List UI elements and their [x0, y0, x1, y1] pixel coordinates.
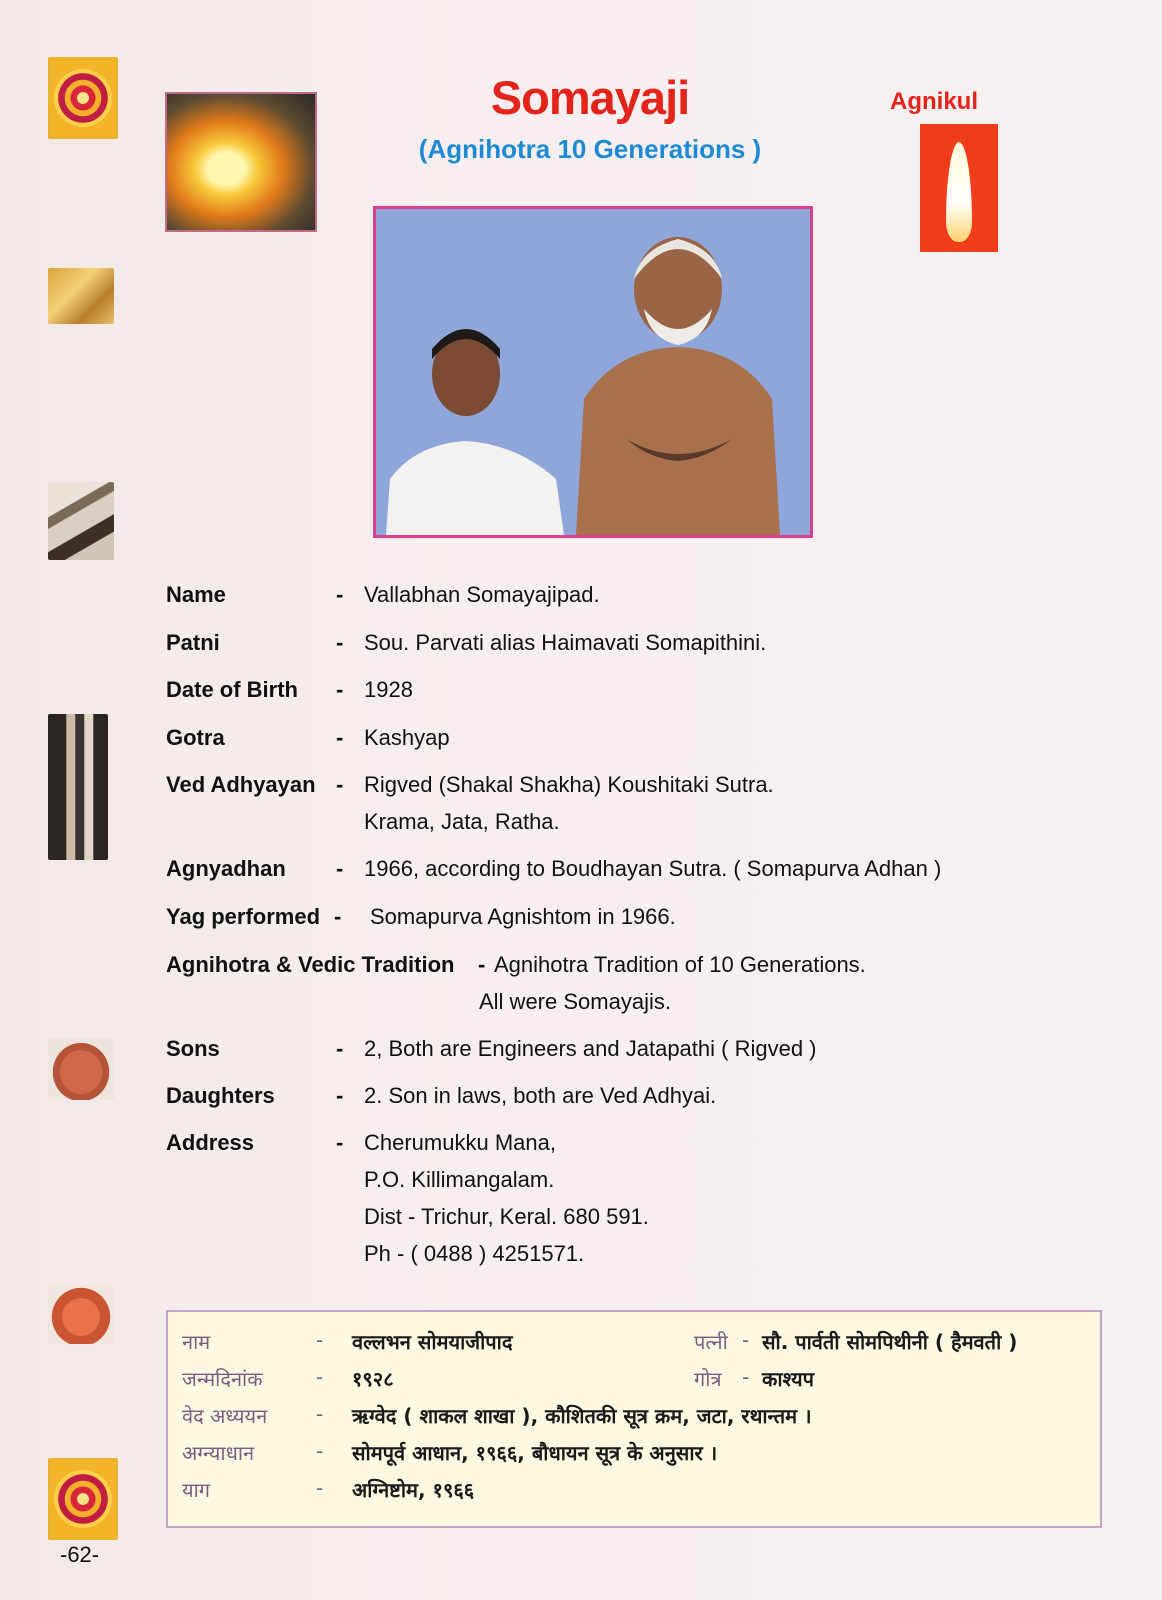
detail-label: Name [166, 582, 226, 607]
detail-value: Sou. Parvati alias Haimavati Somapithini. [364, 630, 767, 655]
hindi-value-ved: ऋग्वेद ( शाकल शाखा ), कौशितकी सूत्र क्रम, जटा, रथान्तम । [352, 1404, 812, 1428]
detail-separator: - [334, 904, 342, 929]
detail-label: Ved Adhyayan [166, 772, 316, 797]
detail-value: All were Somayajis. [479, 989, 671, 1014]
detail-separator: - [336, 725, 344, 750]
detail-label: Agnihotra & Vedic Tradition [166, 952, 455, 977]
detail-value: Vallabhan Somayajipad. [364, 582, 600, 607]
detail-value: Agnihotra Tradition of 10 Generations. [494, 952, 866, 977]
hindi-separator: - [316, 1328, 324, 1352]
hindi-separator: - [316, 1476, 324, 1500]
fire-pot-thumbnail [48, 1284, 114, 1344]
detail-separator: - [336, 856, 344, 881]
hindi-label-ved: वेद अध्ययन [182, 1404, 268, 1428]
page-number: -62- [60, 1542, 100, 1567]
hindi-value-yag: अग्निष्टोम, १९६६ [352, 1478, 475, 1502]
detail-value: Rigved (Shakal Shakha) Koushitaki Sutra. [364, 772, 774, 797]
detail-separator: - [336, 1036, 344, 1061]
detail-label: Daughters [166, 1083, 275, 1108]
hindi-separator: - [742, 1328, 750, 1352]
detail-separator: - [478, 952, 486, 977]
detail-value: 1928 [364, 677, 413, 702]
detail-value: Somapurva Agnishtom in 1966. [370, 904, 676, 929]
detail-label: Gotra [166, 725, 225, 750]
hindi-label-janm: जन्मदिनांक [182, 1367, 263, 1391]
detail-value: Krama, Jata, Ratha. [364, 809, 560, 834]
page-subtitle: (Agnihotra 10 Generations ) [418, 134, 762, 164]
hindi-label-gotra: गोत्र [694, 1367, 722, 1391]
detail-label: Agnyadhan [166, 856, 286, 881]
detail-separator: - [336, 582, 344, 607]
hindi-separator: - [316, 1402, 324, 1426]
hindi-value-patni: सौ. पार्वती सोमपिथीनी ( हैमवती ) [762, 1330, 1018, 1354]
detail-separator: - [336, 1130, 344, 1155]
hindi-label-yag: याग [182, 1478, 211, 1502]
hindi-separator: - [316, 1365, 324, 1389]
detail-value: P.O. Killimangalam. [364, 1167, 555, 1192]
agnikul-label: Agnikul [890, 88, 978, 115]
detail-separator: - [336, 677, 344, 702]
clay-pot-thumbnail [48, 1038, 114, 1100]
hindi-label-naam: नाम [182, 1330, 211, 1354]
detail-label: Patni [166, 630, 220, 655]
detail-value: Kashyap [364, 725, 450, 750]
detail-value: 2, Both are Engineers and Jatapathi ( Rigved ) [364, 1036, 817, 1061]
detail-separator: - [336, 1083, 344, 1108]
detail-value: Cherumukku Mana, [364, 1130, 556, 1155]
detail-value: Ph - ( 0488 ) 4251571. [364, 1241, 585, 1266]
detail-label: Address [166, 1130, 255, 1155]
hindi-value-agnyadhan: सोमपूर्व आधान, १९६६, बौधायन सूत्र के अनुसार । [352, 1441, 718, 1465]
detail-value: Dist - Trichur, Keral. 680 591. [364, 1204, 649, 1229]
mandala-ornament-bottom [48, 1458, 118, 1540]
sacred-fire-photo [165, 92, 317, 232]
hindi-value-gotra: काश्यप [762, 1367, 814, 1391]
hindi-separator: - [742, 1365, 750, 1389]
mandala-ornament-top [48, 57, 118, 139]
ritual-spoon-thumbnail [48, 482, 114, 560]
detail-value: 1966, according to Boudhayan Sutra. ( Somapurva Adhan ) [364, 856, 942, 881]
page-title: Somayaji [490, 71, 690, 124]
detail-label: Sons [166, 1036, 220, 1061]
couple-portrait-photo [373, 206, 813, 538]
flame-icon [920, 124, 998, 252]
hindi-summary-box [166, 1310, 1102, 1528]
detail-label: Date of Birth [166, 677, 298, 702]
hindi-value-naam: वल्लभन सोमयाजीपाद [352, 1330, 513, 1354]
detail-separator: - [336, 772, 344, 797]
ritual-items-thumbnail [48, 268, 114, 324]
hindi-separator: - [316, 1439, 324, 1463]
ritual-implements-thumbnail [48, 714, 108, 860]
hindi-label-patni: पत्नी [694, 1330, 728, 1354]
hindi-value-janm: १९२८ [352, 1367, 394, 1391]
detail-label: Yag performed [166, 904, 321, 929]
detail-value: 2. Son in laws, both are Ved Adhyai. [364, 1083, 717, 1108]
hindi-label-agnyadhan: अग्न्याधान [182, 1441, 255, 1465]
detail-separator: - [336, 630, 344, 655]
